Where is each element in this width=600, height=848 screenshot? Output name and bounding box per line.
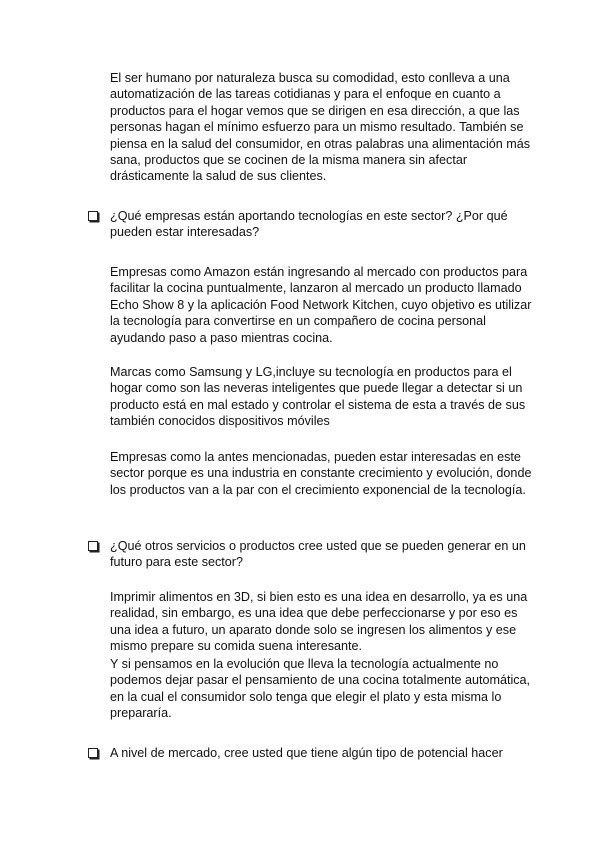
question-3-text: A nivel de mercado, cree usted que tiene algún tipo de potencial hacer xyxy=(110,746,503,760)
checkbox-bullet-icon xyxy=(88,541,98,551)
samsung-paragraph: Marcas como Samsung y LG,incluye su tecnología en productos para el hogar como son las neveras inteligentes que puede llegar a detectar si un producto está en mal estado y controlar el sistema de esta a través de sus también conocidos dispositivos móviles xyxy=(110,365,526,429)
checkbox-bullet-icon xyxy=(88,748,98,758)
question-1-text: ¿Qué empresas están aportando tecnologías en este sector? ¿Por qué pueden estar interesadas? xyxy=(110,209,508,240)
amazon-paragraph: Empresas como Amazon están ingresando al mercado con productos para facilitar la cocina puntualmente, lanzaron al mercado un producto llamado Echo Show 8 y la aplicación Food Network Kitchen, cuyo objetivo es utilizar la tecnología para convertirse en un compañero de cocina personal ayudando paso a paso mientras cocina. xyxy=(110,265,532,345)
print3d-paragraph: Imprimir alimentos en 3D, si bien esto es una idea en desarrollo, ya es una realidad, sin embargo, es una idea que debe perfeccionarse y por eso es una idea a futuro, un aparato donde solo se ingresen los alimentos y ese mismo prepare su comida suena interesante. xyxy=(110,590,528,654)
interest-paragraph: Empresas como la antes mencionadas, pueden estar interesadas en este sector porque es una industria en constante crecimiento y evolución, donde los productos van a la par con el crecimiento exponencial de la tecnología. xyxy=(110,450,532,497)
evolution-paragraph: Y si pensamos en la evolución que lleva la tecnología actualmente no podemos dejar pasar el pensamiento de una cocina totalmente automática, en la cual el consumidor solo tenga que elegir el plato y esta misma lo prepararía. xyxy=(110,657,531,721)
question-2-text: ¿Qué otros servicios o productos cree usted que se pueden generar en un futuro para este sector? xyxy=(110,539,526,570)
checkbox-bullet-icon xyxy=(88,211,98,221)
intro-paragraph: El ser humano por naturaleza busca su comodidad, esto conlleva a una automatización de las tareas cotidianas y para el enfoque en cuanto a productos para el hogar vemos que se dirigen en esa dirección, a que las personas hagan el mínimo esfuerzo para un mismo resultado. También se piensa en la salud del consumidor, en otras palabras una alimentación más sana, productos que se cocinen de la misma manera sin afectar drásticamente la salud de sus clientes. xyxy=(110,71,531,184)
